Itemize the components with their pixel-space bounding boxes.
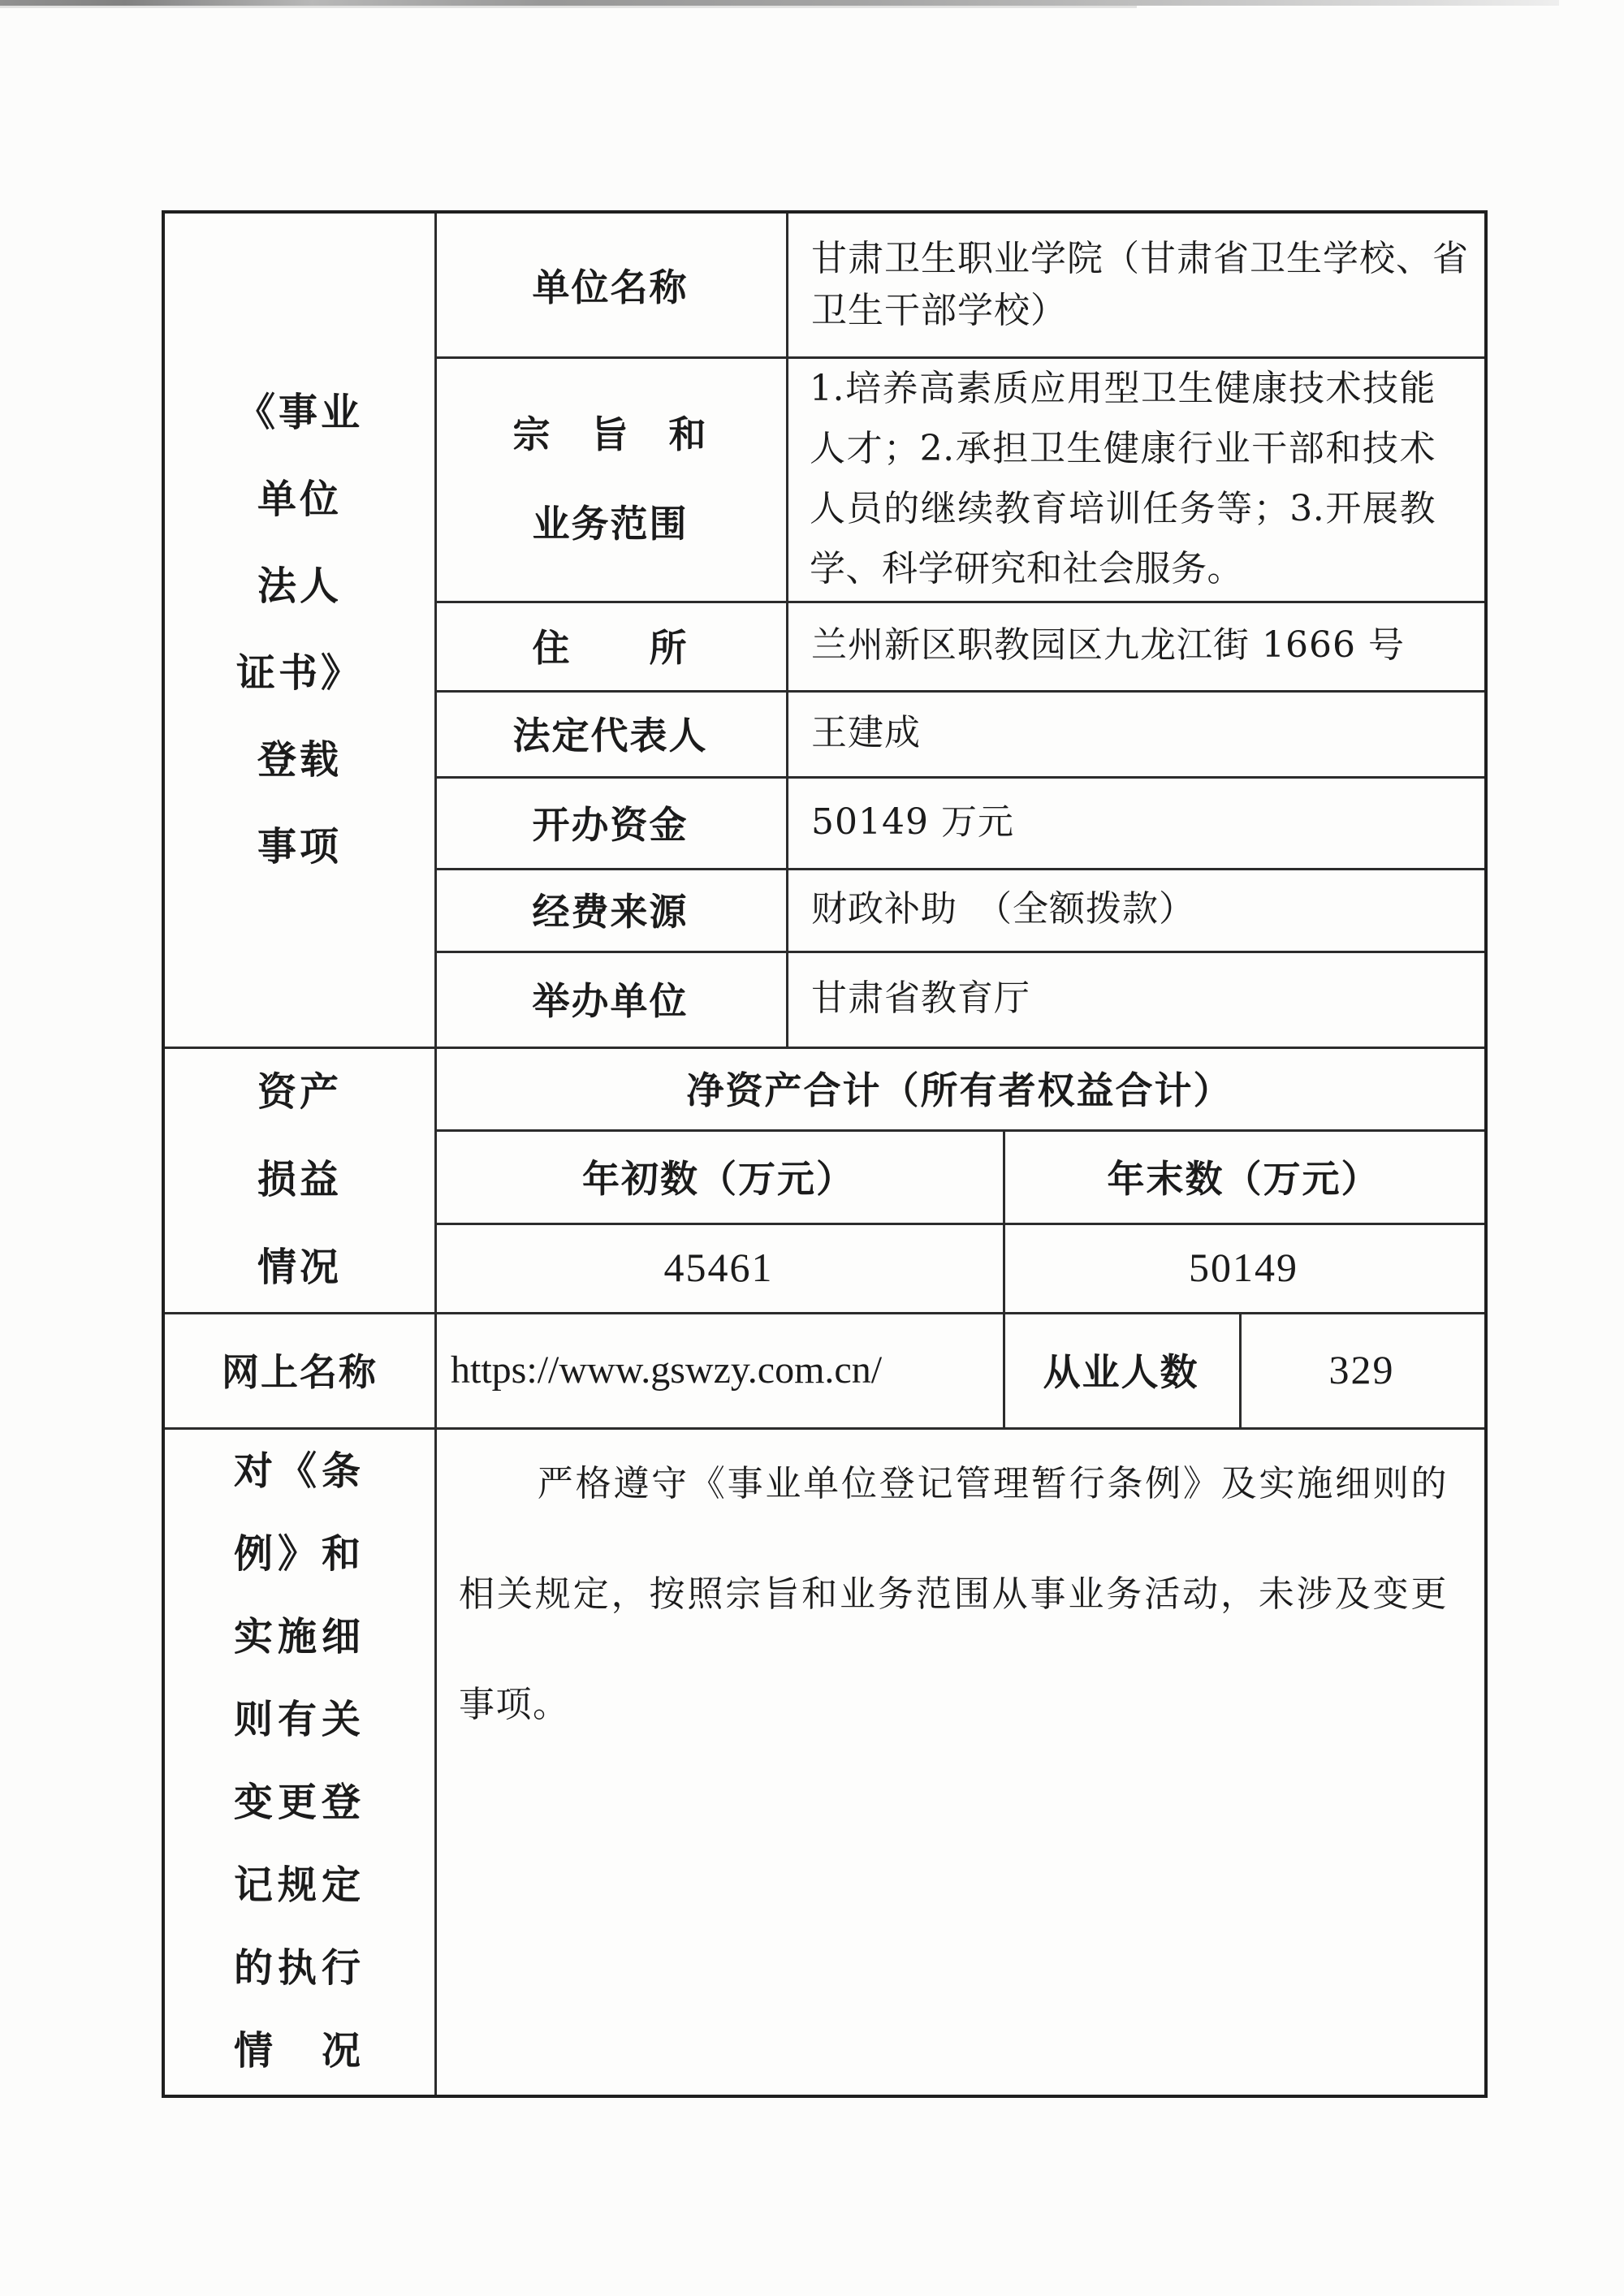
registration-table (162, 210, 1488, 2098)
purpose-scope-label-cell: 宗 旨 和 业务范围 (512, 412, 708, 546)
certificate-side-label-cell: 《事业 单位 法人 证书》 登载 事项 (235, 390, 363, 870)
organizer-value-cell: 甘肃省教育厅 (811, 978, 1030, 1019)
funding-source-label-cell: 经费来源 (532, 890, 689, 934)
table-grid-line (434, 868, 1484, 870)
year-end-header-cell: 年末数（万元） (1107, 1156, 1380, 1201)
table-grid-line (1239, 1312, 1242, 1427)
scan-edge-artifact (0, 6, 1137, 8)
table-grid-line (434, 776, 1484, 779)
table-grid-line (434, 951, 1484, 953)
legal-representative-label-cell: 法定代表人 (512, 714, 708, 757)
address-label-cell: 住 所 (532, 626, 689, 670)
address-value-cell: 兰州新区职教园区九龙江街 1666 号 (811, 624, 1405, 666)
online-name-label-cell: 网上名称 (222, 1350, 378, 1394)
organizer-label-cell: 举办单位 (532, 979, 689, 1023)
table-grid-line (165, 1047, 1484, 1049)
online-name-value-cell: https://www.gswzy.com.cn/ (451, 1348, 883, 1392)
year-start-value-cell: 45461 (663, 1245, 774, 1290)
net-assets-header-cell: 净资产合计（所有者权益合计） (686, 1068, 1233, 1112)
opening-funds-label-cell: 开办资金 (532, 802, 689, 847)
staff-count-label-cell: 从业人数 (1043, 1350, 1199, 1394)
year-start-header-cell: 年初数（万元） (582, 1156, 855, 1201)
opening-funds-value-cell: 50149 万元 (811, 801, 1014, 843)
table-grid-line (434, 1129, 1484, 1132)
table-grid-line (786, 214, 788, 1047)
legal-representative-value-cell: 王建成 (811, 712, 921, 753)
funding-source-value-cell: 财政补助 （全额拨款） (811, 888, 1195, 930)
compliance-side-label-cell: 对《条 例》和 实施细 则有关 变更登 记规定 的执行 情 况 (233, 1448, 365, 2074)
scan-edge-artifact (0, 0, 1559, 6)
staff-count-value-cell: 329 (1328, 1347, 1395, 1392)
table-grid-line (434, 601, 1484, 603)
year-end-value-cell: 50149 (1189, 1245, 1298, 1290)
table-grid-line (1003, 1129, 1005, 1427)
table-grid-line (165, 1427, 1484, 1430)
table-grid-line (165, 1312, 1484, 1314)
assets-side-label-cell: 资产 损益 情况 (257, 1068, 342, 1290)
table-grid-line (434, 214, 437, 2095)
table-grid-line (434, 690, 1484, 693)
purpose-scope-value-cell: 1.培养高素质应用型卫生健康技术技能人才；2.承担卫生健康行业干部和技术人员的继续教育培训任务等；3.开展教学、科学研究和社会服务。 (810, 367, 1436, 589)
table-grid-line (434, 1223, 1484, 1225)
table-grid-line (434, 356, 1484, 359)
unit-name-label-cell: 单位名称 (532, 265, 689, 309)
unit-name-value-cell: 甘肃卫生职业学院（甘肃省卫生学校、省卫生干部学校） (811, 238, 1469, 331)
compliance-content-cell: 严格遵守《事业单位登记管理暂行条例》及实施细则的相关规定，按照宗旨和业务范围从事业务活动，未涉及变更事项。 (459, 1463, 1448, 1725)
